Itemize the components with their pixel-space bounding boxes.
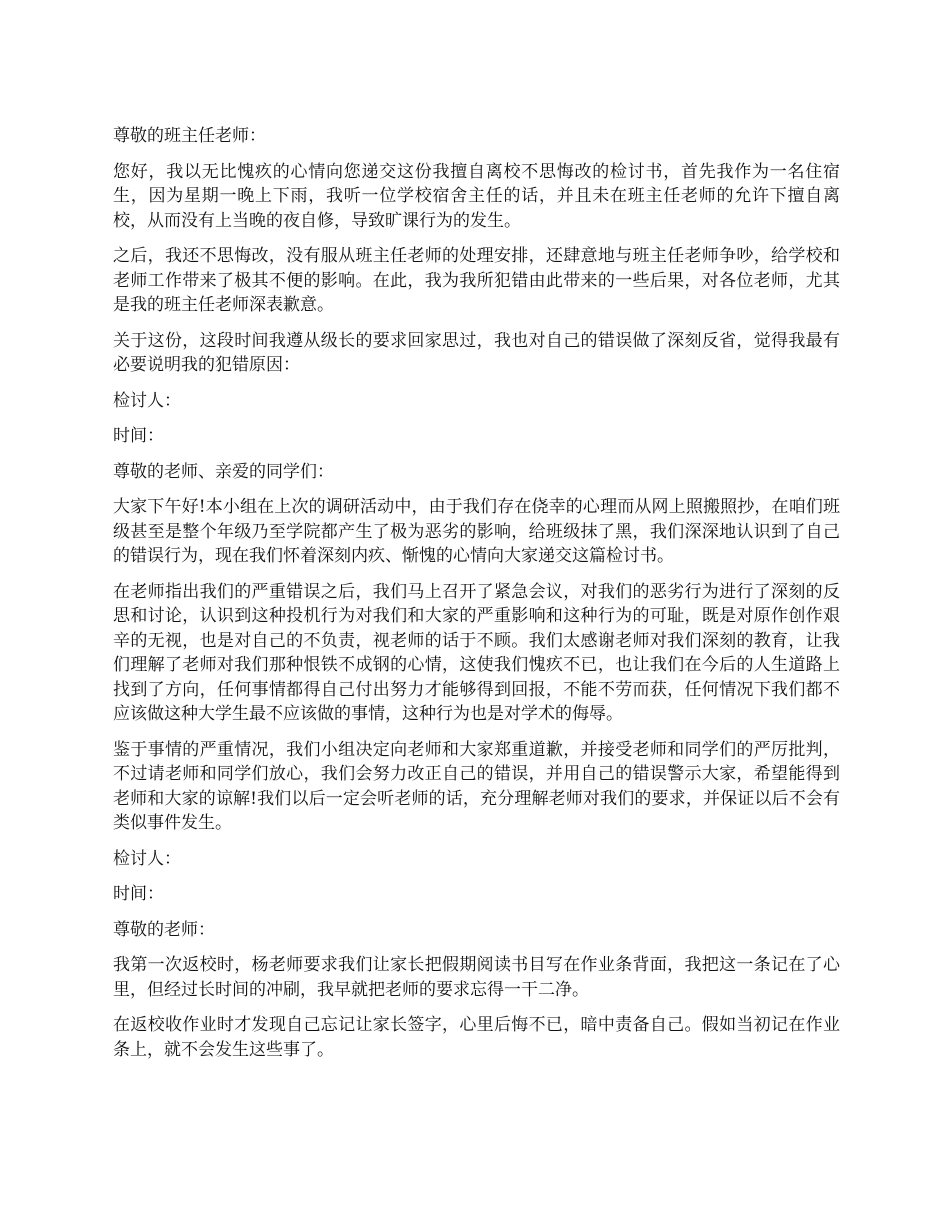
signature-label: 检讨人： <box>113 390 181 411</box>
paragraph: 之后，我还不思悔改，没有服从班主任老师的处理安排，还肆意地与班主任老师争吵，给学校和老师工作带来了极其不便的影响。在此，我为我所犯错由此带来的一些后果，对各位老师，尤其是我的班主任老师深表歉意。 <box>113 246 840 315</box>
date-label: 时间： <box>113 426 164 446</box>
document-body <box>113 124 840 1073</box>
salutation-2: 尊敬的老师、亲爱的同学们： <box>113 461 334 482</box>
signature-label: 检讨人： <box>113 848 181 869</box>
date-label: 时间： <box>113 884 164 904</box>
paragraph: 我第一次返校时，杨老师要求我们让家长把假期阅读书目写在作业条背面，我把这一条记在了心里，但经过长时间的冲刷，我早就把老师的要求忘得一干二净。 <box>113 955 840 1000</box>
paragraph: 您好，我以无比愧疚的心情向您递交这份我擅自离校不思悔改的检讨书，首先我作为一名住宿生，因为星期一晚上下雨，我听一位学校宿舍主任的话，并且未在班主任老师的允许下擅自离校，从而没有上当晚的夜自修，导致旷课行为的发生。 <box>113 161 840 231</box>
paragraph: 大家下午好!本小组在上次的调研活动中，由于我们存在侥幸的心理而从网上照搬照抄，在咱们班级甚至是整个年级乃至学院都产生了极为恶劣的影响，给班级抹了黑，我们深深地认识到了自己的错误行为，现在我们怀着深刻内疚、惭愧的心情向大家递交这篇检讨书。 <box>113 497 840 566</box>
salutation-1: 尊敬的班主任老师： <box>113 126 266 146</box>
paragraph: 关于这份，这段时间我遵从级长的要求回家思过，我也对自己的错误做了深刻反省，觉得我最有必要说明我的犯错原因： <box>113 330 840 375</box>
paragraph: 鉴于事情的严重情况，我们小组决定向老师和大家郑重道歉，并接受老师和同学们的严厉批判，不过请老师和同学们放心，我们会努力改正自己的错误，并用自己的错误警示大家，希望能得到老师和大家的谅解!我们以后一定会听老师的话，充分理解老师对我们的要求，并保证以后不会有类似事件发生。 <box>113 739 840 833</box>
salutation-3: 尊敬的老师： <box>113 919 215 940</box>
paragraph: 在返校收作业时才发现自己忘记让家长签字，心里后悔不已，暗中责备自己。假如当初记在作业条上，就不会发生这些事了。 <box>113 1015 840 1060</box>
paragraph: 在老师指出我们的严重错误之后，我们马上召开了紧急会议，对我们的恶劣行为进行了深刻的反思和讨论，认识到这种投机行为对我们和大家的严重影响和这种行为的可耻，既是对原作创作艰辛的无视，也是对自己的不负责，视老师的话于不顾。我们太感谢老师对我们深刻的教育，让我们理解了老师对我们那种恨铁不成钢的心情，这使我们愧疚不已，也让我们在今后的人生道路上找到了方向，任何事情都得自己付出努力才能够得到回报，不能不劳而获，任何情况下我们都不应该做这种大学生最不应该做的事情，这种行为也是对学术的侮辱。 <box>113 581 840 724</box>
